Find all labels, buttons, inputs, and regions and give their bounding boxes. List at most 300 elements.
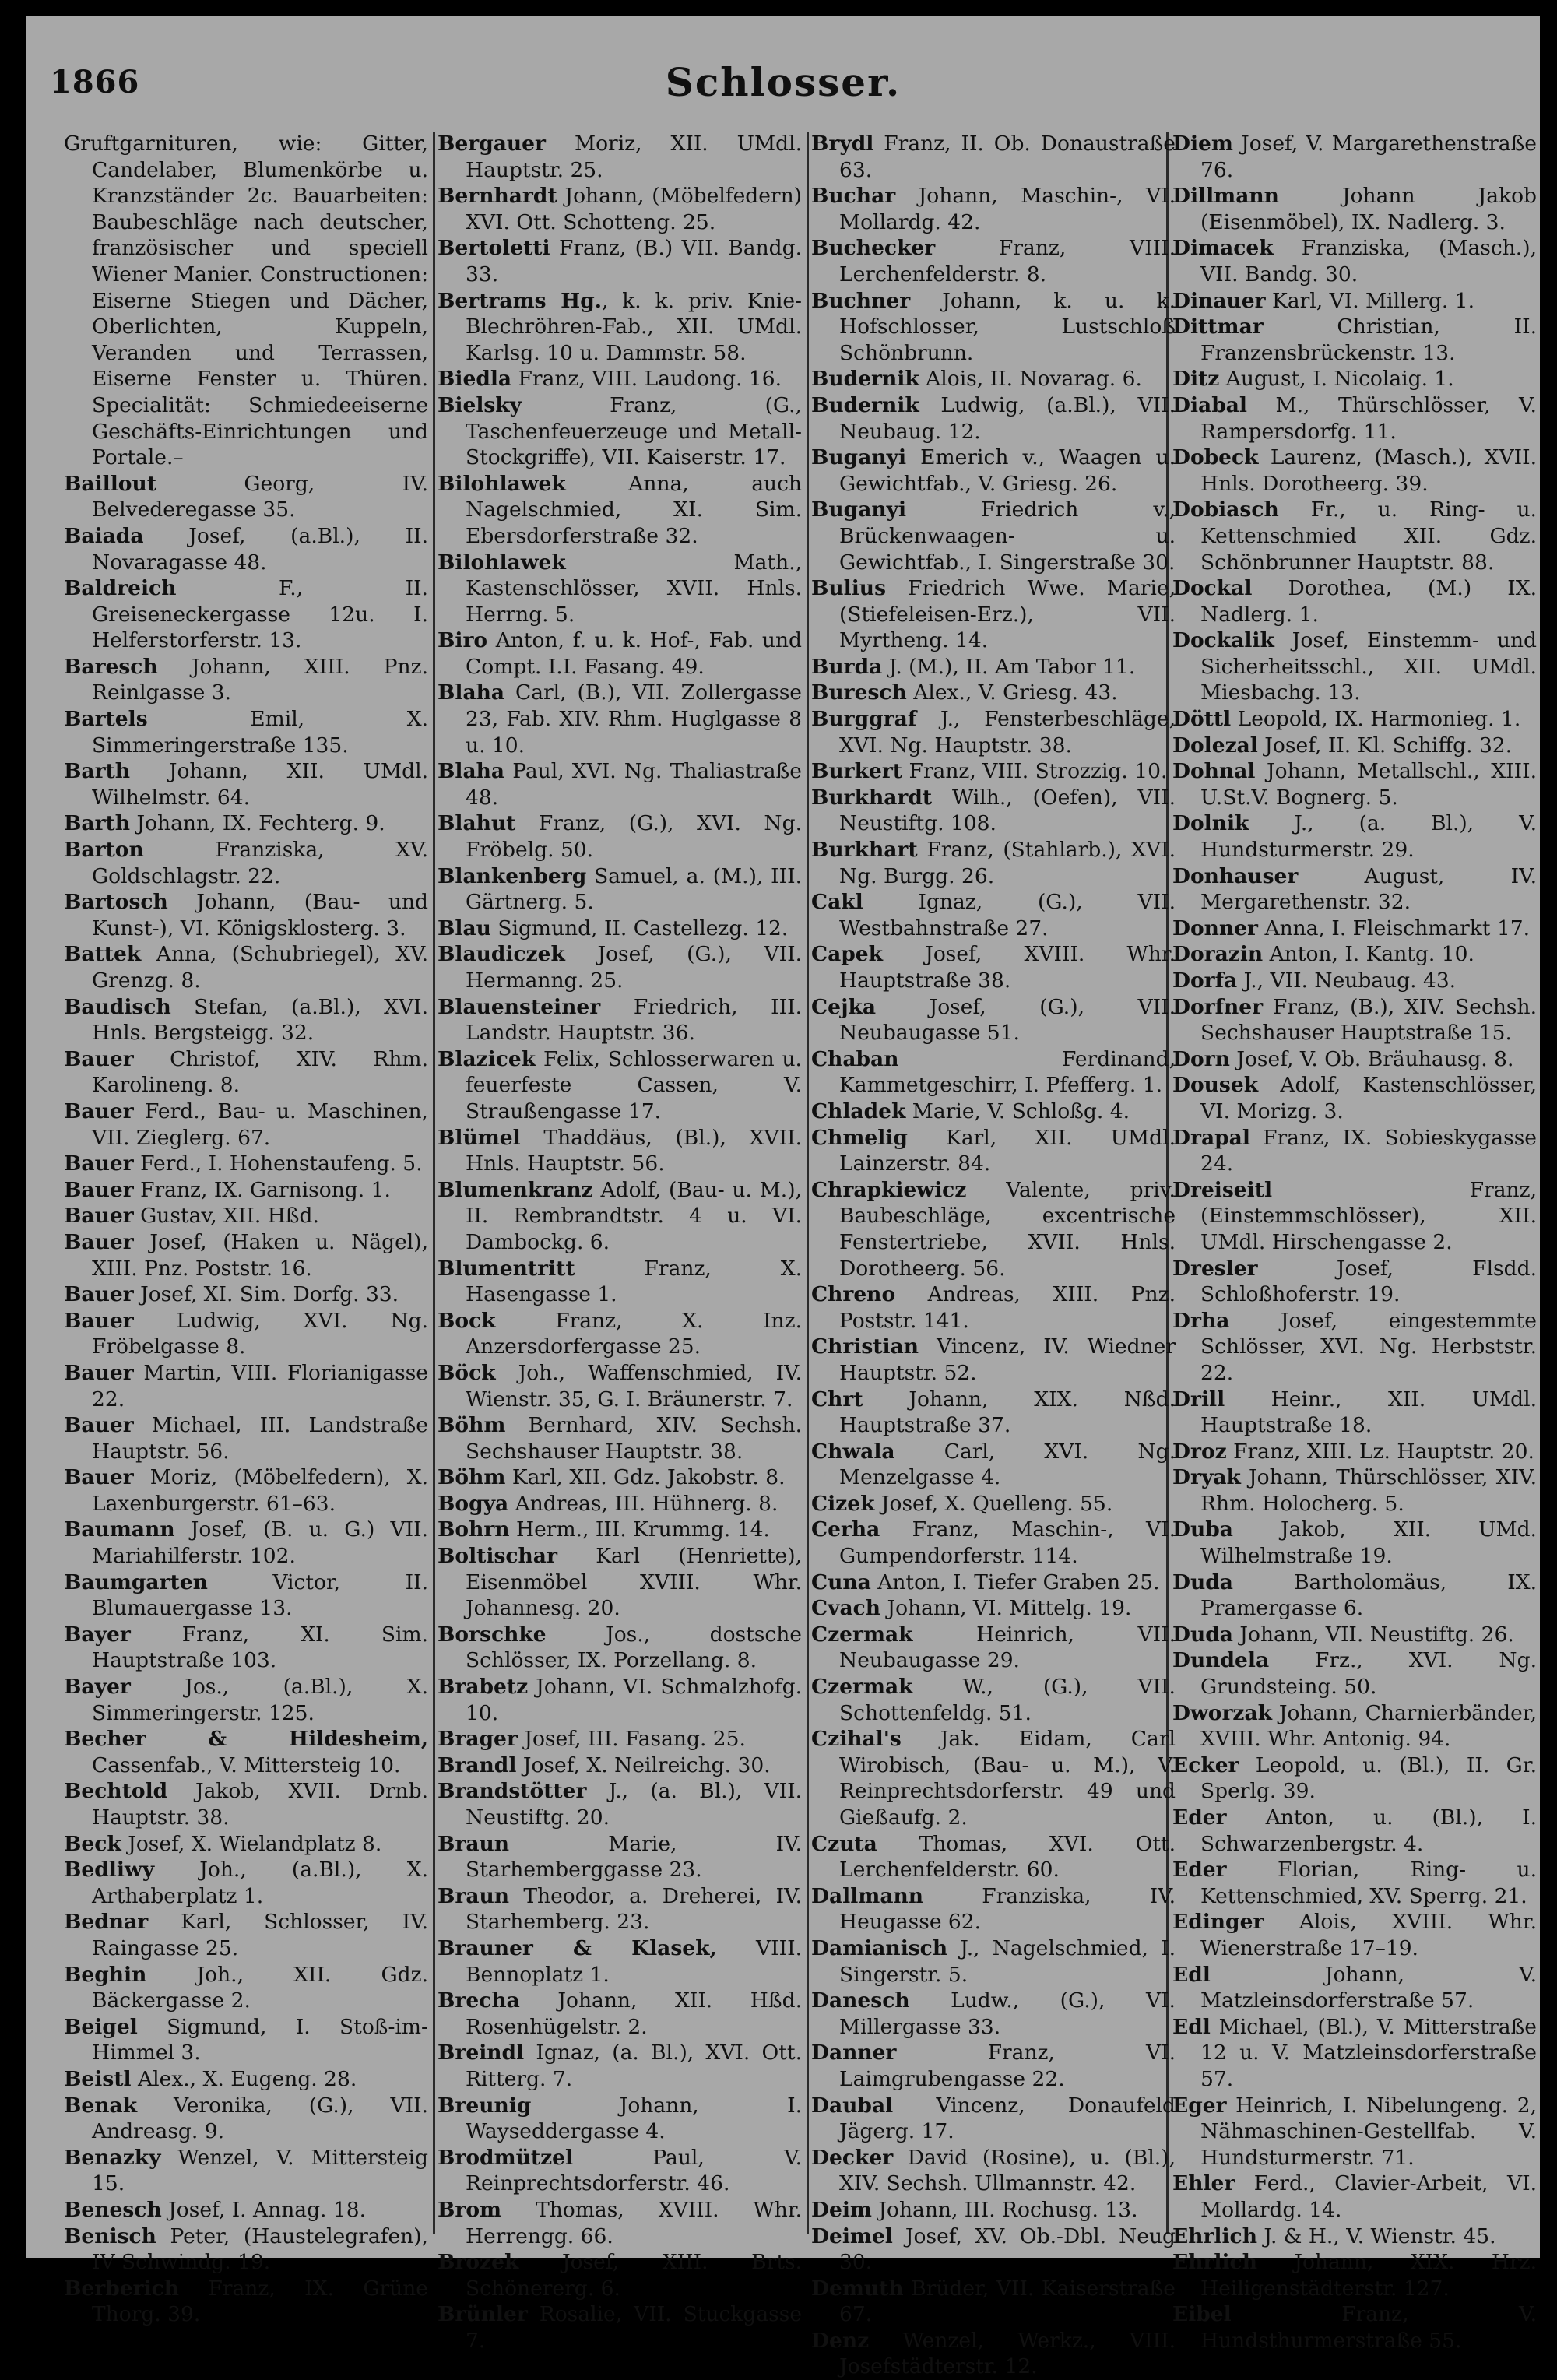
entry-name: Chmelig [811,1125,908,1150]
entry-name: Bernhardt [438,184,557,209]
entry-name: Danesch [811,1988,910,2013]
directory-entry [1172,916,1537,942]
entry-name: Brünler [438,2302,528,2327]
entry-name: Eder [1172,1858,1227,1883]
entry-details: Johann, XII. UMdl. Wilhelmstr. 64. [92,759,428,810]
directory-entry [1172,1256,1537,1308]
entry-details: Rosalie, VII. Stuckgasse 7. [466,2302,802,2353]
entry-name: Blauensteiner [438,994,601,1019]
directory-entry [438,1412,802,1464]
entry-details: Franz, Maschin-, VI. Gumpendorferstr. 114. [839,1517,1176,1569]
entry-details: Michael, (Bl.), V. Mitterstraße 12 u. V. Matzleinsdorferstraße 57. [1200,2014,1537,2091]
directory-entry [1172,1752,1537,1805]
entry-name: Benazky [64,2145,161,2170]
entry-details: Franziska, IV. Heugasse 62. [839,1883,1176,1935]
entry-name: Ditz [1172,367,1220,392]
directory-entry [438,916,802,942]
entry-details: Cassenfab., V. Mittersteig 10. [92,1752,401,1777]
directory-entry [811,1935,1176,1988]
entry-name: Bauer [64,1465,134,1490]
directory-entry [64,1517,428,1569]
entry-details: Felix, Schlosserwaren u. feuerfeste Cassen, V. Straußengasse 17. [466,1046,802,1123]
entry-details: Gustav, XII. Hßd. [133,1204,319,1229]
entry-name: Baillout [64,471,156,496]
entry-details: Johann, XIII. Pnz. Reinlgasse 3. [92,654,428,705]
directory-entry [438,2249,802,2301]
directory-entry [438,2301,802,2354]
directory-entry [438,680,802,758]
directory-entry [64,2145,428,2197]
entry-name: Czihal's [811,1727,902,1752]
entry-name: Bauer [64,1177,134,1202]
entry-details: Josef, (G.), VII. Neubaugasse 51. [839,994,1176,1046]
column-4 [1172,131,1537,2353]
directory-entry [64,471,428,523]
column-divider [807,132,809,2234]
entry-details: Josef, XV. Ob.-Dbl. Neug 30. [839,2224,1176,2275]
directory-entry [64,1203,428,1229]
directory-entry [438,471,802,550]
column-3 [811,131,1176,2379]
entry-name: Deimel [811,2224,893,2248]
directory-entry [64,1360,428,1412]
directory-entry [811,994,1176,1046]
entry-details: Anton, f. u. k. Hof-, Fab. und Compt. I.I. Fasang. 49. [466,628,802,679]
entry-details: Heinr., XII. UMdl. Hauptstraße 18. [1200,1387,1537,1438]
entry-name: Brydl [811,132,874,156]
entry-name: Bilohlawek [438,550,566,575]
entry-name: Brandstötter [438,1779,587,1804]
directory-entry [1172,941,1537,968]
entry-details: Friedrich, III. Landstr. Hauptstr. 36. [466,994,802,1046]
directory-entry [64,1229,428,1281]
entry-details: Alois, XVIII. Whr. Wienerstraße 17–19. [1200,1910,1537,1960]
entry-name: Beghin [64,1962,147,1987]
entry-details: Emerich v., Waagen u. Gewichtfab., V. Griesg. 26. [839,445,1176,496]
directory-entry [438,1517,802,1543]
entry-details: Franz, VI. Laimgrubengasse 22. [839,2041,1176,2091]
directory-entry [64,2224,428,2276]
directory-entry [64,1177,428,1204]
directory-entry [64,2093,428,2145]
entry-name: Budernik [811,392,919,417]
directory-entry [438,810,802,863]
directory-entry [64,1046,428,1099]
entry-details: Johann, Maschin-, VI. Mollardg. 42. [839,184,1176,234]
directory-entry [811,2197,1176,2224]
entry-details: Ludwig, (a.Bl.), VII. Neubaug. 12. [839,392,1176,444]
directory-entry [438,1046,802,1125]
entry-name: Brager [438,1727,518,1752]
directory-entry [64,654,428,706]
entry-details: Karl, XII. UMdl. Lainzerstr. 84. [839,1125,1176,1176]
entry-name: Bergauer [438,132,547,156]
entry-name: Baudisch [64,994,171,1019]
entry-name: Burkhardt [811,785,933,810]
entry-name: Dworzak [1172,1700,1273,1725]
directory-entry [1172,366,1537,392]
entry-name: Daubal [811,2093,894,2118]
directory-entry [438,1752,802,1779]
entry-details: Johann, Thürschlösser, XIV. Rhm. Holocherg. 5. [1200,1465,1537,1516]
entry-name: Dorfner [1172,994,1264,1019]
entry-details: Vincenz, Donaufeld Jägerg. 17. [839,2093,1176,2144]
directory-entry [811,1570,1176,1596]
directory-entry [64,941,428,993]
entry-details: Carl, XVI. Ng. Menzelgasse 4. [839,1439,1176,1490]
entry-details: Franz, XIII. Lz. Hauptstr. 20. [1226,1439,1534,1464]
directory-entry [438,183,802,235]
entry-name: Chreno [811,1282,896,1307]
directory-entry [438,2145,802,2197]
entry-name: Bauer [64,1282,134,1307]
directory-entry [1172,575,1537,628]
directory-entry [811,1726,1176,1830]
directory-entry [811,1439,1176,1491]
directory-entry [64,758,428,810]
entry-name: Bertrams Hg. [438,288,602,313]
entry-details: VIII. Bennoplatz 1. [466,1935,802,1987]
directory-entry [811,706,1176,758]
entry-name: Dallmann [811,1883,924,1908]
directory-entry [811,2040,1176,2092]
entry-name: Demuth [811,2276,904,2301]
entry-name: Danner [811,2041,897,2065]
entry-name: Baumann [64,1517,175,1542]
entry-name: Benak [64,2093,138,2118]
directory-page [26,16,1540,2379]
directory-entry [64,1778,428,1830]
directory-entry [438,1360,802,1412]
directory-entry [1172,392,1537,445]
entry-name: Chrapkiewicz [811,1177,967,1202]
entry-name: Breunig [438,2093,532,2118]
directory-entry [1172,1046,1537,1073]
directory-entry [64,1281,428,1308]
entry-name: Duda [1172,1622,1233,1647]
entry-name: Duba [1172,1517,1233,1542]
entry-name: Bulius [811,576,886,601]
entry-name: Chaban [811,1046,899,1071]
entry-details: M., Thürschlösser, V. Rampersdorfg. 11. [1200,392,1537,444]
directory-entry [811,2145,1176,2197]
directory-entry [438,1831,802,1883]
entry-name: Beistl [64,2066,132,2091]
directory-entry [64,1831,428,1858]
entry-details: Joh., XII. Gdz. Bäckergasse 2. [92,1962,428,2013]
directory-entry [1172,2301,1537,2354]
entry-details: Johann, III. Rochusg. 13. [871,2197,1138,2222]
entry-name: Drha [1172,1308,1230,1333]
directory-entry [64,1909,428,1961]
directory-entry [811,941,1176,993]
directory-entry [64,1674,428,1726]
directory-entry [438,1256,802,1308]
entry-name: Döttl [1172,707,1232,732]
entry-details: J., (a. Bl.), VII. Neustiftg. 20. [466,1779,802,1830]
entry-name: Cerha [811,1517,880,1542]
entry-name: Boltischar [438,1544,557,1569]
entry-details: Marie, IV. Starhemberggasse 23. [466,1831,802,1883]
entry-details: Moriz, (Möbelfedern), X. Laxenburgerstr. 61–63. [92,1465,428,1516]
directory-entry [1172,1072,1537,1124]
entry-name: Czermak [811,1675,913,1700]
entry-name: Dolnik [1172,811,1249,836]
entry-details: Wilh., (Oefen), VII. Neustiftg. 108. [839,785,1176,836]
entry-name: Barton [64,838,144,863]
entry-details: Karl, VI. Millerg. 1. [1265,288,1475,313]
entry-details: Jak. Eidam, Carl Wirobisch, (Bau- u. M.), V. Reinprechtsdorferstr. 49 und Gießaufg. 2. [839,1727,1176,1830]
entry-name: Drill [1172,1387,1225,1411]
entry-details: Andreas, XIII. Pnz. Poststr. 141. [839,1282,1176,1333]
directory-entry [1172,1647,1537,1700]
entry-name: Chrt [811,1387,863,1411]
entry-details: David (Rosine), u. (Bl.), XIV. Sechsh. Ullmannstr. 42. [839,2145,1176,2196]
directory-entry [811,445,1176,497]
entry-details: Johann, (Möbelfedern) XVI. Ott. Schotteng. 25. [466,184,802,234]
directory-entry [1172,968,1537,994]
entry-details: Franziska, (Masch.), VII. Bandg. 30. [1200,236,1537,287]
entry-details: Paul, V. Reinprechtsdorferstr. 46. [466,2145,802,2196]
entry-details: Anna, (Schubriegel), XV. Grenzg. 8. [92,942,428,993]
entry-details: Franz, II. Ob. Donaustraße 63. [839,132,1176,182]
directory-entry [811,2093,1176,2145]
entry-details: August, I. Nicolaig. 1. [1219,367,1454,392]
entry-name: Bauer [64,1046,134,1071]
entry-details: Franz, VIII. Strozzig. 10. [902,759,1168,784]
entry-name: Braun [438,1883,510,1908]
entry-details: Samuel, a. (M.), III. Gärtnerg. 5. [466,863,802,915]
entry-details: Josef, XVIII. Whr. Hauptstraße 38. [839,942,1176,993]
entry-details: Johann Jakob (Eisenmöbel), IX. Nadlerg. 3. [1200,184,1537,234]
directory-entry [1172,131,1537,183]
directory-entry [1172,1700,1537,1752]
entry-details: Joh., (a.Bl.), X. Arthaberplatz 1. [92,1858,428,1908]
entry-name: Braun [438,1831,510,1856]
entry-name: Borschke [438,1622,547,1647]
entry-name: Barth [64,759,131,784]
directory-entry [64,1726,428,1778]
entry-details: , k. k. priv. Knie-Blechröhren-Fab., XII. UMdl. Karlsg. 10 u. Dammstr. 58. [466,288,802,365]
entry-details: Josef, I. Annag. 18. [161,2197,367,2222]
directory-entry [811,1125,1176,1177]
entry-details: Johann, XIX. Nßd. Hauptstraße 37. [839,1387,1176,1438]
directory-entry [1172,2224,1537,2250]
entry-name: Cuna [811,1570,871,1594]
entry-details: Marie, V. Schloßg. 4. [905,1099,1130,1123]
entry-name: Decker [811,2145,894,2170]
entry-name: Buchner [811,288,911,313]
entry-details: Johann, VI. Schmalzhofg. 10. [466,1675,802,1725]
directory-entry [438,863,802,916]
entry-name: Cizek [811,1491,875,1516]
entry-details: Carl, (B.), VII. Zollergasse 23, Fab. XIV. Rhm. Huglgasse 8 u. 10. [466,680,802,758]
entry-name: Bohrn [438,1517,510,1542]
entry-details: Anton, I. Tiefer Graben 25. [870,1570,1160,1594]
entry-details: Franziska, XV. Goldschlagstr. 22. [92,838,428,888]
entry-name: Edl [1172,1962,1211,1987]
entry-name: Droz [1172,1439,1227,1464]
column-divider [433,132,435,2234]
entry-name: Dobeck [1172,445,1259,470]
directory-entry [438,1935,802,1988]
entry-name: Buganyi [811,497,907,522]
entry-name: Dresler [1172,1256,1258,1281]
entry-name: Burda [811,654,883,679]
entry-name: Blumenkranz [438,1177,593,1202]
entry-name: Baumgarten [64,1570,208,1594]
directory-entry [438,628,802,680]
directory-entry [811,1622,1176,1674]
directory-entry [438,366,802,392]
directory-entry [438,2040,802,2092]
entry-name: Dousek [1172,1073,1259,1098]
directory-entry [438,1308,802,1360]
directory-entry [64,1412,428,1464]
entry-details: Victor, II. Blumauergasse 13. [92,1570,428,1621]
directory-entry [438,1543,802,1622]
entry-details: Friedrich Wwe. Marie, (Stiefeleisen-Erz.), VII. Myrtheng. 14. [839,576,1176,653]
entry-name: Dinauer [1172,288,1266,313]
entry-details: Wenzel, V. Mittersteig 15. [92,2145,428,2196]
entry-name: Bogya [438,1491,509,1516]
entry-details: Joh., Waffenschmied, IV. Wienstr. 35, G. I. Bräunerstr. 7. [466,1360,802,1411]
entry-details: Veronika, (G.), VII. Andreasg. 9. [92,2093,428,2144]
entry-name: Dundela [1172,1648,1270,1673]
entry-name: Beck [64,1831,121,1856]
directory-entry [1172,235,1537,287]
entry-details: Josef, (B. u. G.) VII. Mariahilferstr. 102. [92,1517,428,1569]
entry-name: Böhm [438,1465,506,1490]
entry-name: Biro [438,628,488,653]
entry-details: Moriz, XII. UMdl. Hauptstr. 25. [466,132,802,182]
entry-details: Franz, (Stahlarb.), XVI. Ng. Burgg. 26. [839,838,1176,888]
entry-name: Denz [811,2328,870,2353]
directory-entry [64,523,428,575]
entry-name: Bilohlawek [438,471,566,496]
entry-details: Alex., V. Griesg. 43. [906,680,1118,705]
entry-details: Johann, VII. Neustiftg. 26. [1232,1622,1514,1647]
entry-details: Martin, VIII. Florianigasse 22. [92,1360,428,1411]
entry-name: Diabal [1172,392,1247,417]
directory-entry [438,235,802,287]
directory-entry [64,2276,428,2328]
entry-name: Ehrlich [1172,2224,1257,2248]
directory-entry [1172,758,1537,810]
directory-entry [438,1464,802,1491]
directory-entry [1172,863,1537,916]
page-title: Schlosser. [665,59,902,105]
entry-name: Edl [1172,2014,1211,2039]
directory-entry [1172,733,1537,759]
entry-details: Franz, (B.), XIV. Sechsh. Sechshauser Hauptstraße 15. [1200,994,1537,1046]
entry-name: Diem [1172,132,1233,156]
entry-details: Sigmund, I. Stoß-im-Himmel 3. [92,2014,428,2065]
entry-details: Ludwig, XVI. Ng. Fröbelgasse 8. [92,1308,428,1359]
entry-details: Franz, XI. Sim. Hauptstraße 103. [92,1622,428,1673]
directory-entry [64,1622,428,1674]
entry-details: Josef, Flsdd. Schloßhoferstr. 19. [1200,1256,1537,1307]
directory-entry [1172,2171,1537,2223]
directory-entry [1172,2014,1537,2093]
entry-details: J., Nagelschmied, I. Singerstr. 5. [839,1935,1176,1987]
entry-name: Dorazin [1172,942,1264,967]
entry-details: Franz, (Einstemmschlösser), XII. UMdl. Hirschengasse 2. [1200,1177,1537,1254]
entry-name: Brandl [438,1752,517,1777]
entry-details: Johann, Charnierbänder, XVIII. Whr. Antonig. 94. [1200,1700,1537,1752]
entry-name: Cejka [811,994,877,1019]
entry-details: Anna, auch Nagelschmied, XI. Sim. Ebersdorferstraße 32. [466,471,802,548]
directory-entry [811,575,1176,654]
entry-name: Bock [438,1308,496,1333]
entry-details: Alex., X. Eugeng. 28. [131,2066,357,2091]
entry-name: Dockal [1172,576,1253,601]
entry-name: Bartosch [64,890,168,915]
directory-entry [64,1151,428,1177]
entry-details: Bernhard, XIV. Sechsh. Sechshauser Hauptstr. 38. [466,1413,802,1464]
entry-details: Johann, V. Matzleinsdorferstraße 57. [1200,1962,1537,2013]
entry-name: Baresch [64,654,158,679]
entry-name: Bedliwy [64,1858,155,1883]
entry-details: Jos., (a.Bl.), X. Simmeringerstr. 125. [92,1675,428,1725]
entry-name: Beigel [64,2014,138,2039]
entry-details: Franz, (G., Taschenfeuerzeuge und Metall-Stockgriffe), VII. Kaiserstr. 17. [466,392,802,470]
directory-entry [1172,810,1537,863]
entry-details: Christian, II. Franzensbrückenstr. 13. [1200,315,1537,365]
directory-entry [438,1491,802,1517]
entry-details: Sigmund, II. Castellezg. 12. [490,916,789,940]
entry-name: Ecker [1172,1752,1239,1777]
entry-details: Josef, (a.Bl.), II. Novaragasse 48. [92,523,428,575]
entry-name: Bauer [64,1413,134,1438]
directory-entry [438,941,802,993]
entry-name: Blümel [438,1125,521,1150]
directory-entry [811,288,1176,367]
entry-name: Burkert [811,759,903,784]
directory-entry [1172,314,1537,366]
entry-name: Buganyi [811,445,907,470]
entry-details: Ignaz, (a. Bl.), XVI. Ott. Ritterg. 7. [466,2041,802,2091]
column-2 [438,131,802,2353]
entry-details: Ferd., Bau- u. Maschinen, VII. Zieglerg. 67. [92,1099,428,1150]
entry-details: Josef, (Haken u. Nägel), XIII. Pnz. Poststr. 16. [92,1229,428,1281]
directory-entry [64,2066,428,2093]
directory-entry [811,1517,1176,1569]
entry-details: Johann, XIX. Hrz. Heiligenstädterstr. 127. [1200,2250,1537,2301]
entry-details: Andreas, III. Hühnerg. 8. [508,1491,778,1516]
directory-entry [438,2093,802,2145]
entry-name: Breindl [438,2041,525,2065]
entry-name: Budernik [811,367,919,392]
entry-details: Emil, X. Simmeringerstraße 135. [92,707,428,758]
directory-entry [64,1464,428,1517]
entry-details: Jakob, XII. UMd. Wilhelmstraße 19. [1200,1517,1537,1569]
directory-entry [811,1491,1176,1517]
entry-details: Theodor, a. Dreherei, IV. Starhemberg. 23. [466,1883,802,1935]
entry-details: W., (G.), VII. Schottenfeldg. 51. [839,1675,1176,1725]
entry-details: Adolf, Kastenschlösser, VI. Morizg. 3. [1200,1073,1537,1123]
entry-details: Franz, (G.), XVI. Ng. Fröbelg. 50. [466,811,802,863]
entry-name: Chladek [811,1099,906,1123]
entry-name: Böhm [438,1413,506,1438]
directory-entry [64,1570,428,1622]
directory-entry [811,654,1176,680]
directory-entry [1172,2093,1537,2171]
entry-details: Johann, IX. Fechterg. 9. [130,811,385,836]
directory-entry [1172,1805,1537,1857]
entry-name: Bayer [64,1622,131,1647]
entry-details: Franz, (B.) VII. Bandg. 33. [466,236,802,287]
